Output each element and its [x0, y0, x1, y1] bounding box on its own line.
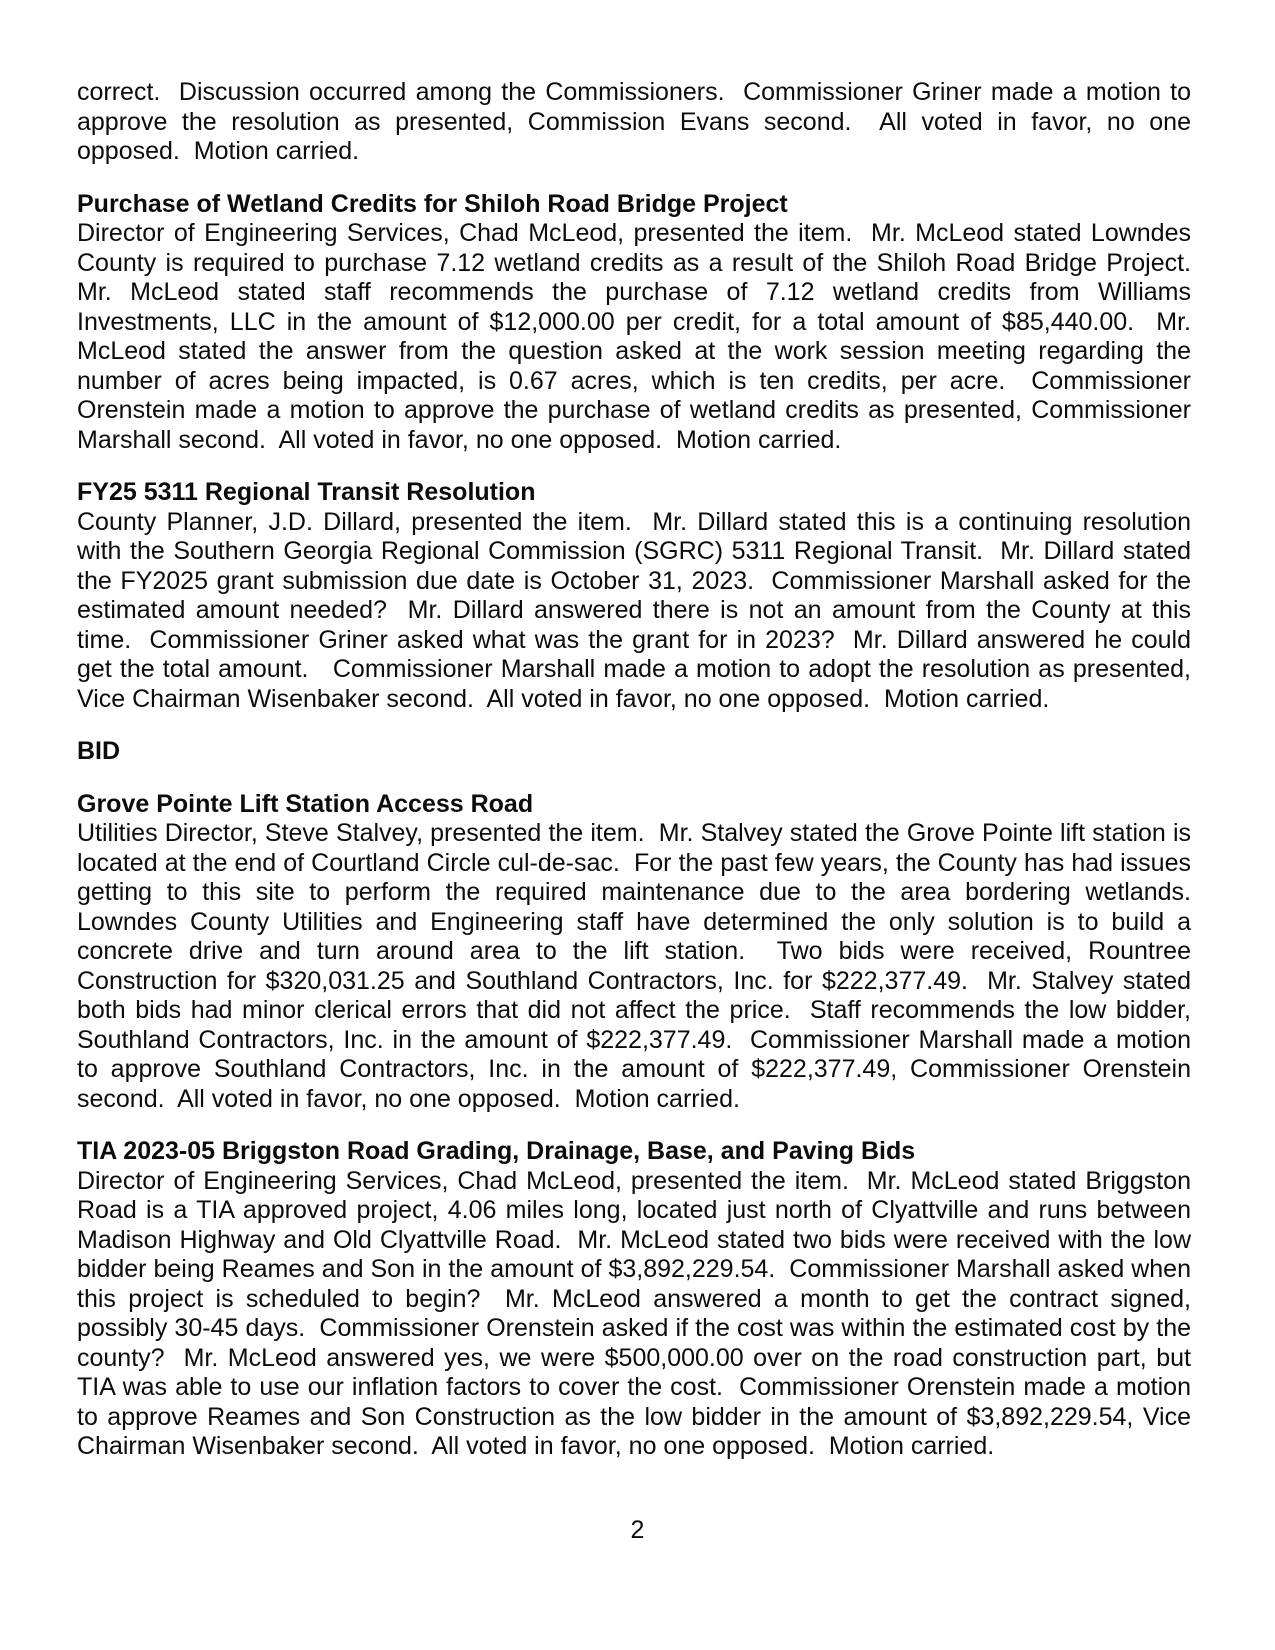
heading-tia-briggston-road-bids: TIA 2023-05 Briggston Road Grading, Drainage, Base, and Paving Bids	[77, 1137, 916, 1165]
paragraph-wetland-credits-shiloh-road: Director of Engineering Services, Chad McLeod, presented the item. Mr. McLeod stated Lowndes County is required to purchase 7.12 wetland credits as a result of the Shiloh Road Bridge Project. Mr. McLeod stated staff recommends the purchase of 7.12 wetland credits from Williams Investments, LLC in the amount of $12,000.00 per credit, for a total amount of $85,440.00. Mr. McLeod stated the answer from the question asked at the work session meeting regarding the number of acres being impacted, is 0.67 acres, which is ten credits, per acre. Commissioner Orenstein made a motion to approve the purchase of wetland credits as presented, Commissioner Marshall second. All voted in favor, no one opposed. Motion carried.	[77, 219, 1205, 454]
paragraph-resolution-continued: correct. Discussion occurred among the Commissioners. Commissioner Griner made a motion to approve the resolution as presented, Commission Evans second. All voted in favor, no one opposed. Motion carried.	[77, 78, 1198, 165]
heading-bid-section: BID	[77, 737, 121, 765]
paragraph-tia-briggston-road-bids: Director of Engineering Services, Chad McLeod, presented the item. Mr. McLeod stated Briggston Road is a TIA approved project, 4.06 miles long, located just north of Clyattville and runs between Madison Highway and Old Clyattville Road. Mr. McLeod stated two bids were received with the low bidder being Reames and Son in the amount of $3,892,229.54. Commissioner Marshall asked when this project is scheduled to begin? Mr. McLeod answered a month to get the contract signed, possibly 30-45 days. Commissioner Orenstein asked if the cost was within the estimated cost by the county? Mr. McLeod answered yes, we were $500,000.00 over on the road construction part, but TIA was able to use our inflation factors to cover the cost. Commissioner Orenstein made a motion to approve Reames and Son Construction as the low bidder in the amount of $3,892,229.54, Vice Chairman Wisenbaker second. All voted in favor, no one opposed. Motion carried.	[77, 1166, 1198, 1460]
paragraph-grove-pointe-lift-station: Utilities Director, Steve Stalvey, presented the item. Mr. Stalvey stated the Grove Pointe lift station is located at the end of Courtland Circle cul-de-sac. For the past few years, the County has had issues getting to this site to perform the required maintenance due to the area bordering wetlands. Lowndes County Utilities and Engineering staff have determined the only solution is to build a concrete drive and turn around area to the lift station. Two bids were received, Rountree Construction for $320,031.25 and Southland Contractors, Inc. for $222,377.49. Mr. Stalvey stated both bids had minor clerical errors that did not affect the price. Staff recommends the low bidder, Southland Contractors, Inc. in the amount of $222,377.49. Commissioner Marshall made a motion to approve Southland Contractors, Inc. in the amount of $222,377.49, Commissioner Orenstein second. All voted in favor, no one opposed. Motion carried.	[77, 819, 1205, 1113]
heading-fy25-5311-regional-transit: FY25 5311 Regional Transit Resolution	[77, 478, 536, 506]
page-number: 2	[630, 1516, 645, 1544]
heading-grove-pointe-lift-station: Grove Pointe Lift Station Access Road	[77, 789, 534, 818]
heading-wetland-credits-shiloh-road: Purchase of Wetland Credits for Shiloh Road Bridge Project	[77, 189, 788, 218]
paragraph-fy25-5311-regional-transit: County Planner, J.D. Dillard, presented the item. Mr. Dillard stated this is a continuing resolution with the Southern Georgia Regional Commission (SGRC) 5311 Regional Transit. Mr. Dillard stated the FY2025 grant submission due date is October 31, 2023. Commissioner Marshall asked for the estimated amount needed? Mr. Dillard answered there is not an amount from the County at this time. Commissioner Griner asked what was the grant for in 2023? Mr. Dillard answered he could get the total amount. Commissioner Marshall made a motion to adopt the resolution as presented, Vice Chairman Wisenbaker second. All voted in favor, no one opposed. Motion carried.	[77, 507, 1198, 713]
